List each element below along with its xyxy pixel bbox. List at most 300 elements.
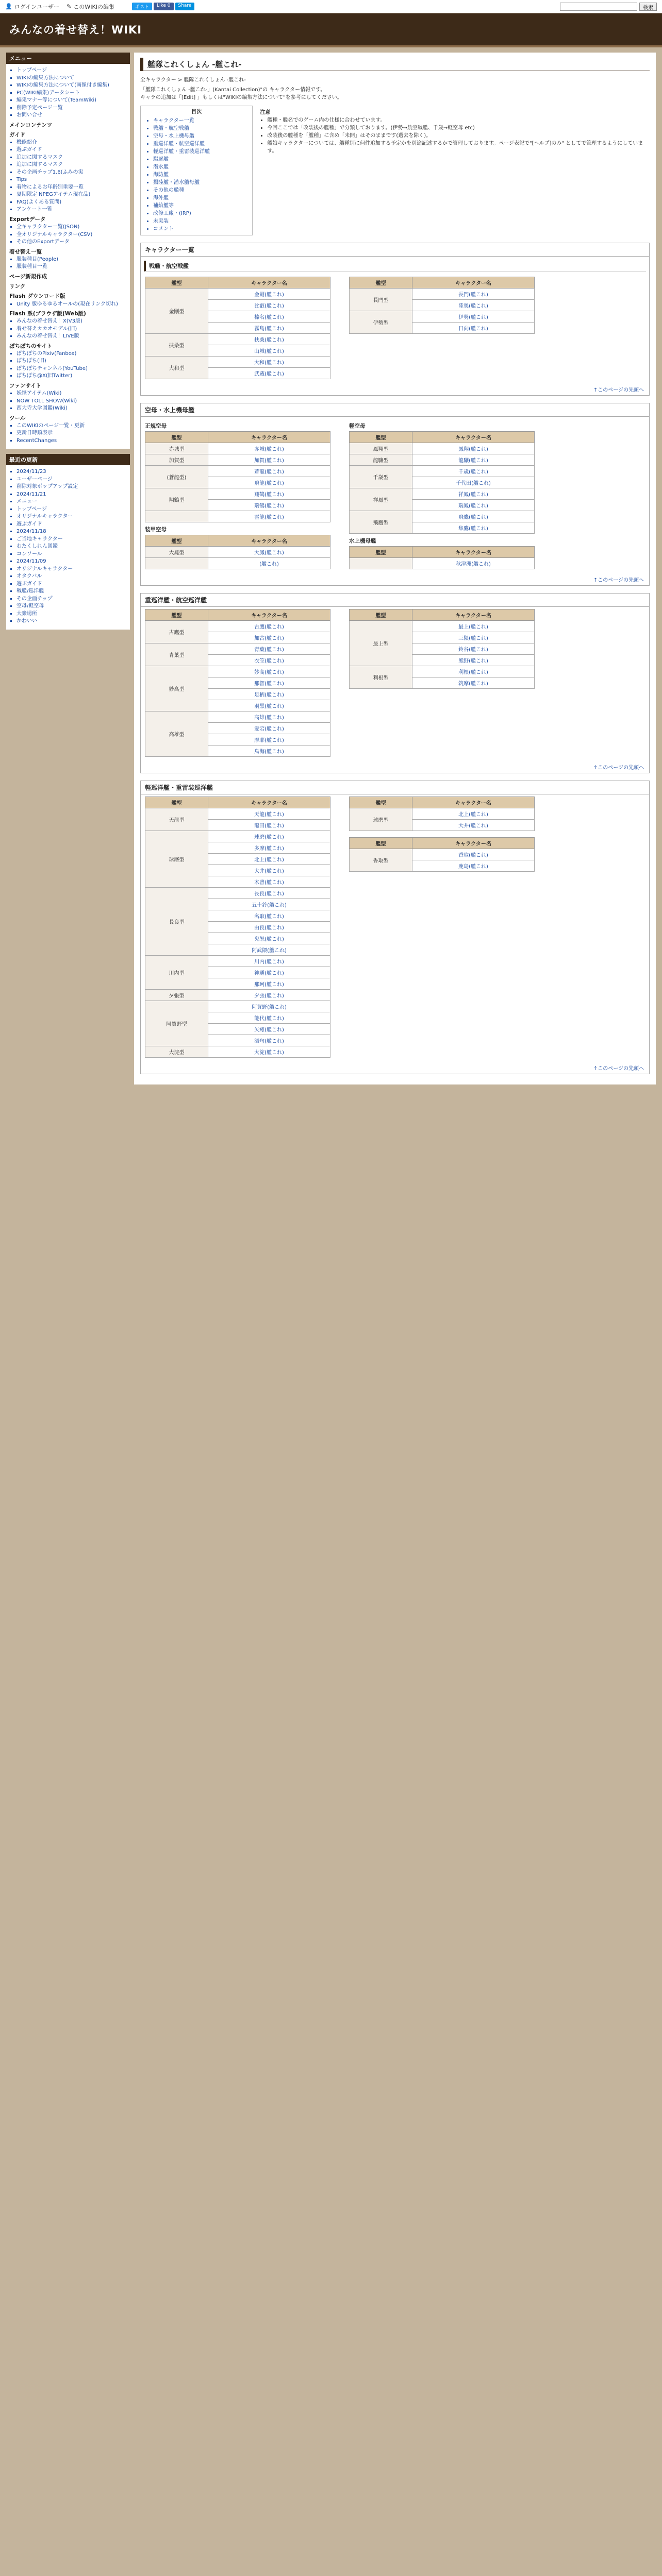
- character-link[interactable]: 龍驤(艦これ): [412, 454, 535, 466]
- update-item[interactable]: ▪ 2024/11/23: [16, 468, 127, 476]
- character-link[interactable]: 夕張(艦これ): [208, 990, 330, 1001]
- update-item[interactable]: ▪ 2024/11/18: [16, 528, 127, 536]
- tools-title: ツール: [9, 415, 26, 421]
- character-link[interactable]: 龍田(艦これ): [208, 820, 330, 831]
- other-title: ぽちぽちのサイト: [9, 343, 53, 349]
- character-link[interactable]: 三隈(艦これ): [412, 632, 535, 643]
- update-item[interactable]: ▪ トップページ: [16, 506, 127, 514]
- toc-link[interactable]: • 未実装: [153, 217, 247, 225]
- character-link[interactable]: 伊勢(艦これ): [412, 311, 535, 323]
- back-to-top-link[interactable]: ↑このページの先頭へ: [593, 387, 644, 393]
- ship-class-cell: 利根型: [350, 666, 412, 689]
- sidebar-link[interactable]: ▪ 着せ替えカカオモデル(旧): [16, 326, 127, 333]
- menu-box: [6, 64, 130, 449]
- user-icon: 👤: [5, 3, 12, 10]
- top-bar: [0, 0, 662, 13]
- character-link[interactable]: 鳳翔(艦これ): [412, 443, 535, 454]
- character-link[interactable]: 五十鈴(艦これ): [208, 899, 330, 910]
- character-link[interactable]: 瑞鳳(艦これ): [412, 500, 535, 511]
- rank-title: 着せ替え一覧: [9, 248, 42, 255]
- ship-class-cell: 赤城型: [145, 443, 208, 454]
- toc-link[interactable]: • 駆逐艦: [153, 156, 247, 163]
- column-header: 艦型: [145, 797, 208, 808]
- character-table: [349, 546, 535, 569]
- character-link[interactable]: 天龍(艦これ): [208, 808, 330, 820]
- notice-line: 「艦隊これくしょん -艦これ-」(Kantai Collection)"の キャラクター情報です。: [140, 87, 326, 93]
- note-item: • 今回ここでは「改装後の艦種」で分類しております。(伊勢→航空戦艦、千歳→軽空母 etc): [267, 124, 650, 132]
- table-row: [145, 443, 330, 454]
- ship-class-cell: 龍驤型: [350, 454, 412, 466]
- column-header: キャラクター名: [412, 547, 535, 558]
- column-header: キャラクター名: [208, 432, 330, 443]
- update-item[interactable]: ▪ コンソール: [16, 551, 127, 558]
- character-link[interactable]: 愛宕(艦これ): [208, 723, 330, 734]
- ship-class-cell: 鳳翔型: [350, 443, 412, 454]
- character-link[interactable]: 神通(艦これ): [208, 967, 330, 978]
- sidebar-link[interactable]: ▪ 機能紹介: [16, 139, 127, 147]
- section-heavy-cruiser: [140, 593, 650, 773]
- toc-title: 目次: [191, 109, 202, 115]
- notice: [140, 86, 650, 101]
- character-table: [349, 431, 535, 534]
- column-header: キャラクター名: [208, 797, 330, 808]
- character-link[interactable]: 陸奥(艦これ): [412, 300, 535, 311]
- character-link[interactable]: 隼鷹(艦これ): [412, 522, 535, 534]
- character-link[interactable]: 多摩(艦これ): [208, 842, 330, 854]
- column-header: 艦型: [145, 609, 208, 621]
- sidebar-link[interactable]: ▪ みんなの着せ替え！LIVE版: [16, 333, 127, 341]
- character-link[interactable]: 加古(艦これ): [208, 632, 330, 643]
- character-link[interactable]: 筑摩(艦これ): [412, 677, 535, 689]
- character-link[interactable]: 最上(艦これ): [412, 621, 535, 632]
- ship-class-cell: 青葉型: [145, 643, 208, 666]
- character-link[interactable]: 千歳(艦これ): [412, 466, 535, 477]
- share-buttons: [132, 3, 195, 10]
- sidebar-link[interactable]: ▪ みんなの着せ替え！X(V3版): [16, 318, 127, 326]
- character-link[interactable]: 川内(艦これ): [208, 956, 330, 967]
- column-header: 艦型: [145, 535, 208, 547]
- ship-class-cell: 金剛型: [145, 289, 208, 334]
- toc-link[interactable]: • 潜水艦: [153, 163, 247, 171]
- sidebar-link[interactable]: ▪ 全キャラクター一覧(JSON): [16, 224, 127, 231]
- like-button[interactable]: Like 0: [154, 3, 174, 10]
- table-row: [350, 621, 535, 632]
- subsection-title: 正規空母: [145, 423, 167, 429]
- export-title: Exportデータ: [9, 216, 46, 223]
- ship-class-cell: 加賀型: [145, 454, 208, 466]
- ship-class-cell: 扶桑型: [145, 334, 208, 357]
- site-header: [0, 13, 662, 47]
- sidebar-link[interactable]: ▪ このWIKIのページ一覧・更新: [16, 422, 127, 430]
- table-row: [350, 511, 535, 522]
- table-row: [145, 621, 330, 632]
- table-row: [350, 488, 535, 500]
- table-row: [145, 558, 330, 569]
- toc-link[interactable]: • 改修工廠・(IRP): [153, 210, 247, 217]
- section-light-cruiser: [140, 781, 650, 1074]
- notes-title: 注意: [260, 110, 271, 115]
- update-item[interactable]: ▪ 削除対象ポップアップ設定: [16, 483, 127, 491]
- character-link[interactable]: 足柄(艦これ): [208, 689, 330, 700]
- character-link[interactable]: 鹿島(艦これ): [412, 860, 535, 872]
- table-row: [145, 666, 330, 677]
- character-link[interactable]: 阿賀野(艦これ): [208, 1001, 330, 1012]
- ship-class-cell: 大和型: [145, 357, 208, 379]
- section-heading: キャラクター一覧: [141, 243, 649, 257]
- character-link[interactable]: (艦これ): [208, 558, 330, 569]
- character-link[interactable]: 大鳳(艦これ): [208, 547, 330, 558]
- edit-icon: ✎: [67, 3, 72, 10]
- sidebar-link[interactable]: ▪ Unity 版ゆるゆるオールの(現在リンク切れ): [16, 301, 127, 309]
- sidebar-link[interactable]: ▪ 服装種目一覧: [16, 263, 127, 271]
- share-button[interactable]: Share: [175, 3, 195, 10]
- character-link[interactable]: 摩耶(艦これ): [208, 734, 330, 745]
- notes: [260, 106, 650, 235]
- character-link[interactable]: 北上(艦これ): [412, 808, 535, 820]
- character-link[interactable]: 榛名(艦これ): [208, 311, 330, 323]
- update-item[interactable]: ▪ オリジナルキャラクター: [16, 566, 127, 573]
- character-link[interactable]: 雲龍(艦これ): [208, 511, 330, 522]
- character-table: [349, 609, 535, 689]
- update-item[interactable]: ▪ 2024/11/09: [16, 558, 127, 566]
- ship-class-cell: (蒼龍型): [145, 466, 208, 488]
- table-row: [350, 289, 535, 300]
- sidebar-link[interactable]: ▪ 遊ぶガイド: [16, 146, 127, 154]
- login-link[interactable]: 👤 ログインユーザー: [5, 3, 60, 10]
- character-link[interactable]: 酒匂(艦これ): [208, 1035, 330, 1046]
- sidebar-link[interactable]: ▪ 削除予定ページ一覧: [16, 105, 127, 112]
- update-item[interactable]: ▪ わたくしれん図鑑: [16, 543, 127, 551]
- character-table: [145, 535, 330, 569]
- sidebar-link[interactable]: ▪ 夏期限定 NPEGアイテム現在品): [16, 191, 127, 199]
- sidebar-link[interactable]: ▪ ぽちぽちチャンネル(YouTube): [16, 365, 127, 373]
- sidebar: [6, 53, 130, 1084]
- update-item[interactable]: ▪ 大衆場所: [16, 611, 127, 618]
- character-link[interactable]: 加賀(艦これ): [208, 454, 330, 466]
- update-item[interactable]: ▪ 遊ぶガイド: [16, 581, 127, 588]
- character-link[interactable]: 飛鷹(艦これ): [412, 511, 535, 522]
- update-item[interactable]: ▪ かわいい: [16, 618, 127, 625]
- sidebar-link[interactable]: ▪ 追加に関するマスク: [16, 161, 127, 169]
- character-link[interactable]: 比叡(艦これ): [208, 300, 330, 311]
- sidebar-link[interactable]: ▪ アンケート一覧: [16, 206, 127, 214]
- character-link[interactable]: 祥鳳(艦これ): [412, 488, 535, 500]
- character-link[interactable]: 大和(艦これ): [208, 357, 330, 368]
- table-row: [350, 666, 535, 677]
- character-link[interactable]: 古鷹(艦これ): [208, 621, 330, 632]
- update-item[interactable]: ▪ オタクバル: [16, 573, 127, 581]
- table-of-contents: [140, 106, 253, 235]
- ship-class-cell: 妙高型: [145, 666, 208, 711]
- note-item: • 改装後の艦種を「艦種」に含め「未開」はそのままです(過去を除く)。: [267, 132, 650, 140]
- ship-class-cell: 阿賀野型: [145, 1001, 208, 1046]
- column-header: 艦型: [350, 838, 412, 849]
- character-table: [349, 277, 535, 334]
- table-row: [145, 888, 330, 899]
- table-row: [145, 831, 330, 842]
- table-row: [350, 443, 535, 454]
- main-contents-title: メインコンテンツ: [9, 122, 53, 128]
- subsection-title: 装甲空母: [145, 527, 167, 533]
- column-header: キャラクター名: [412, 609, 535, 621]
- update-item[interactable]: ▪ 2024/11/21: [16, 491, 127, 499]
- character-link[interactable]: 霧島(艦これ): [208, 323, 330, 334]
- table-row: [145, 1001, 330, 1012]
- ship-class-cell: 翔鶴型: [145, 488, 208, 511]
- character-link[interactable]: 熊野(艦これ): [412, 655, 535, 666]
- sidebar-link[interactable]: ▪ 服装種目(People): [16, 256, 127, 264]
- toc-link[interactable]: • 補給艦等: [153, 202, 247, 210]
- table-row: [350, 454, 535, 466]
- table-row: [145, 547, 330, 558]
- column-header: 艦型: [145, 277, 208, 289]
- ship-class-cell: 夕張型: [145, 990, 208, 1001]
- table-row: [145, 454, 330, 466]
- character-link[interactable]: 那智(艦これ): [208, 677, 330, 689]
- character-link[interactable]: 山城(艦これ): [208, 345, 330, 357]
- character-link[interactable]: 秋津洲(艦これ): [412, 558, 535, 569]
- subsection-title: 軽空母: [349, 423, 366, 429]
- toc-link[interactable]: • 重巡洋艦・航空巡洋艦: [153, 140, 247, 148]
- character-link[interactable]: 香取(艦これ): [412, 849, 535, 860]
- table-row: [350, 466, 535, 477]
- update-item[interactable]: ▪ メニュー: [16, 498, 127, 506]
- table-row: [145, 488, 330, 500]
- column-header: キャラクター名: [208, 277, 330, 289]
- column-header: キャラクター名: [208, 535, 330, 547]
- sidebar-link[interactable]: ▪ 妖怪アイテム(Wiki): [16, 390, 127, 398]
- toc-link[interactable]: • コメント: [153, 225, 247, 233]
- sidebar-link[interactable]: ▪ ぽちぽち@X(旧Twitter): [16, 372, 127, 380]
- character-link[interactable]: 能代(艦これ): [208, 1012, 330, 1024]
- ship-class-cell: 川内型: [145, 956, 208, 990]
- sidebar-link[interactable]: ▪ その他のExportデータ: [16, 239, 127, 246]
- section-heading: 軽巡洋艦・重雷装巡洋艦: [141, 781, 649, 794]
- search-area: [560, 3, 657, 11]
- character-link[interactable]: 武蔵(艦これ): [208, 368, 330, 379]
- update-item[interactable]: ▪ ユーザーページ: [16, 476, 127, 484]
- ship-class-cell: 大鳳型: [145, 547, 208, 558]
- ship-class-cell: 天龍型: [145, 808, 208, 831]
- character-link[interactable]: 日向(艦これ): [412, 323, 535, 334]
- character-table: [145, 431, 330, 522]
- page-title: 艦隊これくしょん -艦これ-: [140, 58, 650, 71]
- column-header: キャラクター名: [412, 277, 535, 289]
- menu-title: メニュー: [6, 53, 130, 64]
- column-header: 艦型: [350, 609, 412, 621]
- toc-link[interactable]: • その他の艦種: [153, 187, 247, 194]
- ship-class-cell: 最上型: [350, 621, 412, 666]
- ship-class-cell: 香取型: [350, 849, 412, 872]
- ship-class-cell: 長良型: [145, 888, 208, 956]
- character-link[interactable]: 大井(艦これ): [208, 865, 330, 876]
- ship-class-cell: 球磨型: [350, 808, 412, 831]
- character-link[interactable]: 大井(艦これ): [412, 820, 535, 831]
- sidebar-link[interactable]: ▪ WIKIの編集方法について(画像付き編集): [16, 82, 127, 90]
- table-row: [145, 334, 330, 345]
- character-link[interactable]: 那珂(艦これ): [208, 978, 330, 990]
- sidebar-link[interactable]: ▪ Tips: [16, 176, 127, 184]
- character-link[interactable]: 長良(艦これ): [208, 888, 330, 899]
- column-header: キャラクター名: [412, 797, 535, 808]
- table-row: [145, 956, 330, 967]
- update-item[interactable]: ▪ その企画チップ: [16, 596, 127, 603]
- breadcrumb[interactable]: 全キャラクター > 艦隊これくしょん -艦これ-: [140, 77, 246, 83]
- ship-class-cell: [145, 511, 208, 522]
- character-link[interactable]: 高雄(艦これ): [208, 711, 330, 723]
- subsection-heading: 戦艦・航空戦艦: [144, 261, 646, 272]
- post-button[interactable]: ポスト: [132, 3, 152, 10]
- ship-class-cell: 飛鷹型: [350, 511, 412, 534]
- table-row: [145, 1046, 330, 1058]
- character-link[interactable]: 由良(艦これ): [208, 922, 330, 933]
- ship-class-cell: [145, 558, 208, 569]
- tool-title: ページ新規作成: [9, 273, 47, 280]
- toc-link[interactable]: • キャラクター一覧: [153, 117, 247, 125]
- sidebar-link[interactable]: ▪ 全オリジナルキャラクター(CSV): [16, 231, 127, 239]
- note-item: • 艦娘キャラクターについては、艦種別に何件追加する予定かを別途記述するかで管理しております。ページ表記で"[ヘルプ]のみ" としてで管理するようにしています。: [267, 140, 650, 155]
- sidebar-link[interactable]: ▪ その企画チップ1.6(ふみの実: [16, 169, 127, 177]
- toc-link[interactable]: • 揚陸艦・潜水艦母艦: [153, 179, 247, 187]
- character-link[interactable]: 青葉(艦これ): [208, 643, 330, 655]
- ship-class-cell: 千歳型: [350, 466, 412, 488]
- character-link[interactable]: 蒼龍(艦これ): [208, 466, 330, 477]
- section-heading: 重巡洋艦・航空巡洋艦: [141, 594, 649, 607]
- toc-link[interactable]: • 軽巡洋艦・重雷装巡洋艦: [153, 148, 247, 156]
- character-link[interactable]: 大淀(艦これ): [208, 1046, 330, 1058]
- table-row: [145, 808, 330, 820]
- comm-title: Flash 系(ブラウザ版(Web版): [9, 311, 86, 317]
- table-row: [145, 990, 330, 1001]
- sidebar-link[interactable]: ▪ FAQ(よくある質問): [16, 199, 127, 207]
- column-header: 艦型: [145, 432, 208, 443]
- character-link[interactable]: 千代田(艦これ): [412, 477, 535, 488]
- toc-link[interactable]: • 海防艦: [153, 171, 247, 179]
- character-link[interactable]: 羽黒(艦これ): [208, 700, 330, 711]
- sidebar-link[interactable]: ▪ 追加に関するマスク: [16, 154, 127, 162]
- link-title: リンク: [9, 283, 26, 290]
- character-table: [349, 796, 535, 831]
- column-header: キャラクター名: [208, 609, 330, 621]
- section-heading: 空母・水上機母艦: [141, 403, 649, 417]
- sidebar-link[interactable]: ▪ PC(WIKI編集)データシート: [16, 90, 127, 97]
- character-link[interactable]: 衣笠(艦これ): [208, 655, 330, 666]
- character-link[interactable]: 妙高(艦これ): [208, 666, 330, 677]
- character-link[interactable]: 瑞鶴(艦これ): [208, 500, 330, 511]
- character-link[interactable]: 金剛(艦これ): [208, 289, 330, 300]
- column-header: キャラクター名: [412, 838, 535, 849]
- table-row: [145, 511, 330, 522]
- character-table: [145, 609, 330, 757]
- update-item[interactable]: ▪ 遊ぶガイド: [16, 521, 127, 529]
- sidebar-link[interactable]: ▪ 更新日時順表示: [16, 430, 127, 437]
- ship-class-cell: 長門型: [350, 289, 412, 311]
- section-carrier: [140, 403, 650, 586]
- sidebar-link[interactable]: ▪ ぽちぽち(旧): [16, 358, 127, 365]
- ship-class-cell: 祥鳳型: [350, 488, 412, 511]
- flash-title: Flash ダウンロード版: [9, 293, 65, 300]
- sidebar-link[interactable]: ▪ RecentChanges: [16, 437, 127, 445]
- column-header: 艦型: [350, 277, 412, 289]
- column-header: 艦型: [350, 432, 412, 443]
- updates-box: [6, 465, 130, 630]
- character-link[interactable]: 長門(艦これ): [412, 289, 535, 300]
- update-item[interactable]: ▪ 空母/軽空母: [16, 603, 127, 611]
- character-link[interactable]: 飛龍(艦これ): [208, 477, 330, 488]
- table-row: [350, 808, 535, 820]
- sidebar-link[interactable]: ▪ 着物によるお年齢別重要一覧: [16, 184, 127, 192]
- updates-title: 最近の更新: [6, 454, 130, 465]
- site-title[interactable]: みんなの着せ替え！WIKI: [9, 24, 142, 36]
- update-item[interactable]: ▪ ご当地キャラクター: [16, 536, 127, 544]
- guide-title: ガイド: [9, 131, 26, 138]
- back-to-top-link[interactable]: ↑このページの先頭へ: [593, 1066, 644, 1072]
- sidebar-link[interactable]: ▪ 西大寺大学図鑑(Wiki): [16, 405, 127, 413]
- character-link[interactable]: 扶桑(艦これ): [208, 334, 330, 345]
- table-row: [145, 466, 330, 477]
- character-link[interactable]: 名取(艦これ): [208, 910, 330, 922]
- section-character-list: [140, 243, 650, 396]
- toc-link[interactable]: • 空母・水上機母艦: [153, 132, 247, 140]
- sidebar-link[interactable]: ▪ お問い合せ: [16, 112, 127, 120]
- character-link[interactable]: 阿武隈(艦これ): [208, 944, 330, 956]
- character-link[interactable]: 鬼怒(艦これ): [208, 933, 330, 944]
- edit-wiki-link[interactable]: ✎ このWIKIの編集: [67, 3, 114, 10]
- back-to-top-link[interactable]: ↑このページの先頭へ: [593, 578, 644, 583]
- ship-class-cell: [350, 558, 412, 569]
- toc-link[interactable]: • 戦艦・航空戦艦: [153, 125, 247, 132]
- table-row: [145, 711, 330, 723]
- character-link[interactable]: 赤城(艦これ): [208, 443, 330, 454]
- character-link[interactable]: 球磨(艦これ): [208, 831, 330, 842]
- notice-line: キャラの追加は「[Edit] 」もしくは"WIKIの編集方法について"を参考にしてください。: [140, 95, 342, 100]
- character-table: [145, 277, 330, 379]
- ship-class-cell: 古鷹型: [145, 621, 208, 643]
- sidebar-link[interactable]: ▪ トップページ: [16, 67, 127, 75]
- character-link[interactable]: 北上(艦これ): [208, 854, 330, 865]
- table-row: [350, 311, 535, 323]
- character-table: [145, 796, 330, 1058]
- character-table: [349, 837, 535, 872]
- table-row: [145, 643, 330, 655]
- character-link[interactable]: 鈴谷(艦これ): [412, 643, 535, 655]
- character-link[interactable]: 翔鶴(艦これ): [208, 488, 330, 500]
- character-link[interactable]: 利根(艦これ): [412, 666, 535, 677]
- toc-link[interactable]: • 海外艦: [153, 194, 247, 202]
- sidebar-link[interactable]: ▪ ぽちぽちのPixiv(Fanbox): [16, 350, 127, 358]
- update-item[interactable]: ▪ 戦艦/巡洋艦: [16, 588, 127, 596]
- back-to-top-link[interactable]: ↑このページの先頭へ: [593, 765, 644, 771]
- main-content: [134, 53, 656, 1084]
- note-item: • 艦種・艦名でのゲーム内の仕様に合わせています。: [267, 116, 650, 124]
- column-header: キャラクター名: [412, 432, 535, 443]
- sidebar-link[interactable]: ▪ WIKIの編集方法について: [16, 75, 127, 82]
- sidebar-link[interactable]: ▪ 編集マナー等について(TeamWiki): [16, 97, 127, 105]
- search-button[interactable]: 検索: [639, 3, 657, 11]
- update-item[interactable]: ▪ オリジナルキャラクター: [16, 513, 127, 521]
- character-link[interactable]: 木曾(艦これ): [208, 876, 330, 888]
- character-link[interactable]: 鳥海(艦これ): [208, 745, 330, 757]
- sidebar-link[interactable]: ▪ NOW TOLL SHOW(Wiki): [16, 398, 127, 405]
- subsection-title: 水上機母艦: [349, 538, 376, 544]
- search-input[interactable]: [560, 3, 637, 11]
- ship-class-cell: 高雄型: [145, 711, 208, 757]
- column-header: 艦型: [350, 547, 412, 558]
- character-link[interactable]: 矢矧(艦これ): [208, 1024, 330, 1035]
- fan-title: ファンサイト: [9, 382, 42, 389]
- ship-class-cell: 球磨型: [145, 831, 208, 888]
- column-header: 艦型: [350, 797, 412, 808]
